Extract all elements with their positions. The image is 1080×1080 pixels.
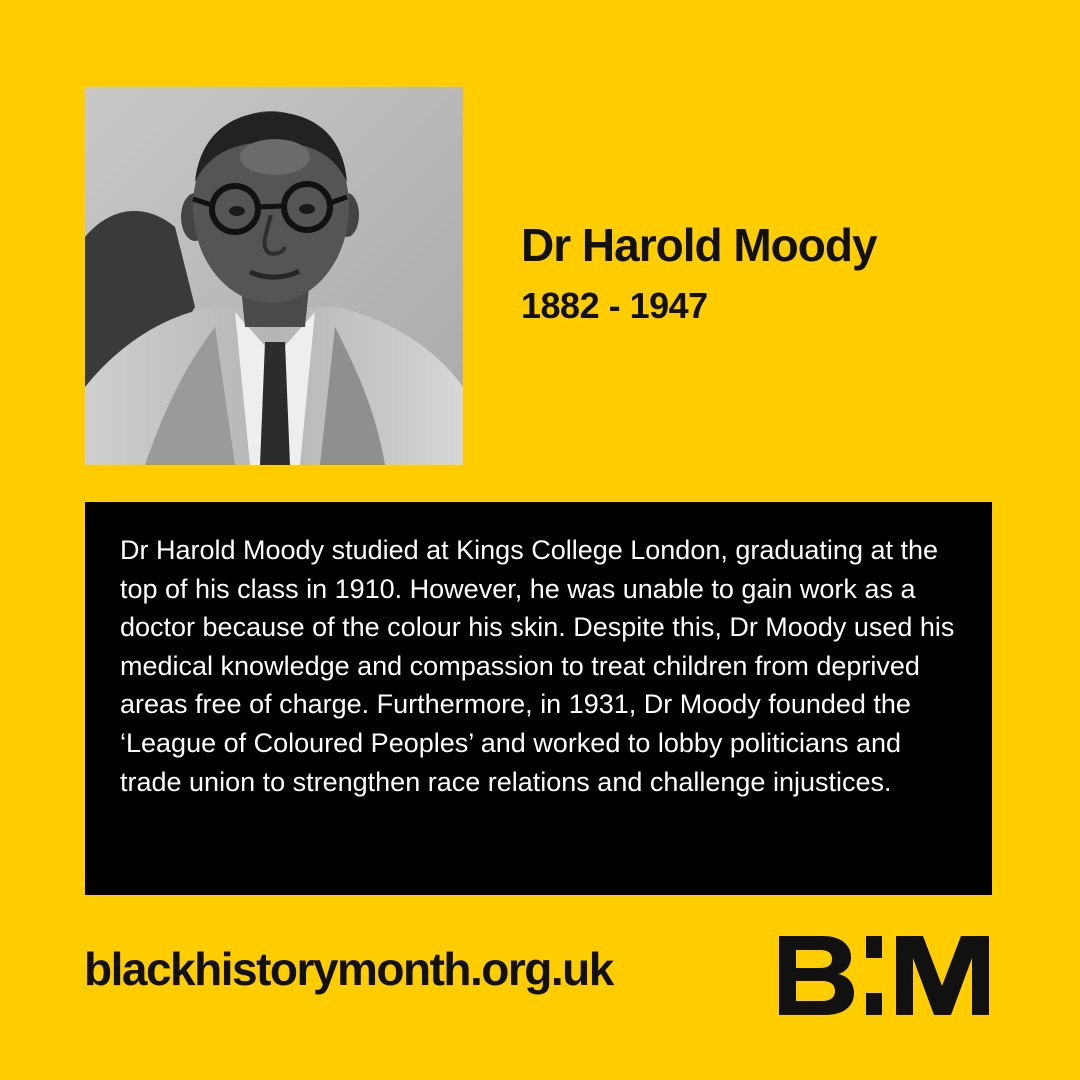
portrait-photo-graphic — [85, 87, 463, 465]
bio-text: Dr Harold Moody studied at Kings College London, graduating at the top of his class in 1910. However, he was unable to gain work as a doctor because of the colour his skin. Despite this, Dr Moody used his medical knowledge and compassion to treat children from deprived areas free of charge. Furthermore, in 1931, Dr Moody founded the ‘League of Coloured Peoples’ and worked to lobby politicians and trade union to strengthen race relations and challenge injustices. — [120, 535, 955, 797]
website-url[interactable]: blackhistorymonth.org.uk — [84, 943, 613, 995]
portrait-photo — [85, 87, 463, 465]
person-name: Dr Harold Moody — [521, 219, 877, 271]
bhm-logo — [779, 936, 989, 1015]
bhm-logo-graphic — [779, 936, 989, 1015]
life-dates: 1882 - 1947 — [521, 285, 708, 326]
bio-panel — [85, 502, 992, 895]
